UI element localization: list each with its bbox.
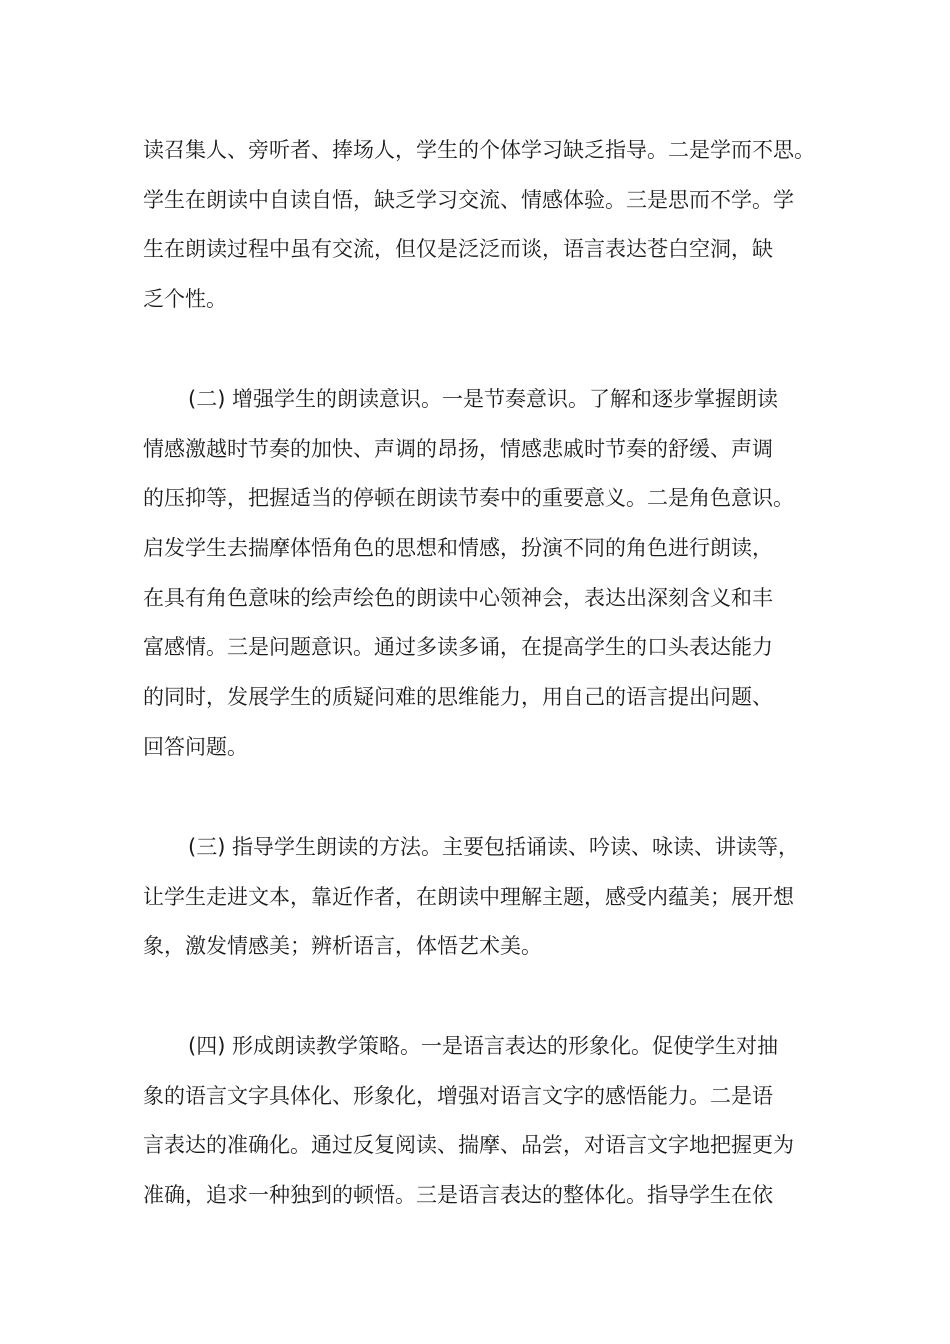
paragraph-teaching-strategy <box>143 1022 823 1221</box>
text-line: (四) 形成朗读教学策略。一是语言表达的形象化。促使学生对抽 <box>188 1034 779 1058</box>
text-line: 象，激发情感美；辨析语言，体悟艺术美。 <box>143 934 542 959</box>
text-line: 情感激越时节奏的加快、声调的昂扬，情感悲戚时节奏的舒缓、声调 <box>143 436 773 461</box>
text-line: 读召集人、旁听者、捧场人，学生的个体学习缺乏指导。二是学而不思。 <box>143 138 815 162</box>
paragraph-learning-problems <box>143 126 823 325</box>
text-line: 回答问题。 <box>143 734 248 759</box>
text-line: 言表达的准确化。通过反复阅读、揣摩、品尝，对语言文字地把握更为 <box>143 1133 794 1158</box>
text-line: 乏个性。 <box>143 287 227 312</box>
text-line: 的同时，发展学生的质疑问难的思维能力，用自己的语言提出问题、 <box>143 685 773 710</box>
text-line: 生在朗读过程中虽有交流，但仅是泛泛而谈，语言表达苍白空洞，缺 <box>143 237 773 262</box>
paragraph-reading-awareness <box>143 375 823 773</box>
text-line: 准确，追求一种独到的顿悟。三是语言表达的整体化。指导学生在依 <box>143 1183 773 1208</box>
text-line: (二) 增强学生的朗读意识。一是节奏意识。了解和逐步掌握朗读 <box>188 387 779 411</box>
paragraph-reading-methods <box>143 823 823 972</box>
text-line: 富感情。三是问题意识。通过多读多诵，在提高学生的口头表达能力 <box>143 635 773 660</box>
text-line: (三) 指导学生朗读的方法。主要包括诵读、吟读、咏读、讲读等， <box>188 835 800 859</box>
text-line: 让学生走进文本，靠近作者，在朗读中理解主题，感受内蕴美；展开想 <box>143 884 794 909</box>
text-line: 启发学生去揣摩体悟角色的思想和情感，扮演不同的角色进行朗读， <box>143 536 773 561</box>
text-line: 的压抑等，把握适当的停顿在朗读节奏中的重要意义。二是角色意识。 <box>143 486 794 511</box>
text-line: 象的语言文字具体化、形象化，增强对语言文字的感悟能力。二是语 <box>143 1083 773 1108</box>
text-line: 学生在朗读中自读自悟，缺乏学习交流、情感体验。三是思而不学。学 <box>143 187 794 212</box>
text-line: 在具有角色意味的绘声绘色的朗读中心领神会，表达出深刻含义和丰 <box>143 585 773 610</box>
